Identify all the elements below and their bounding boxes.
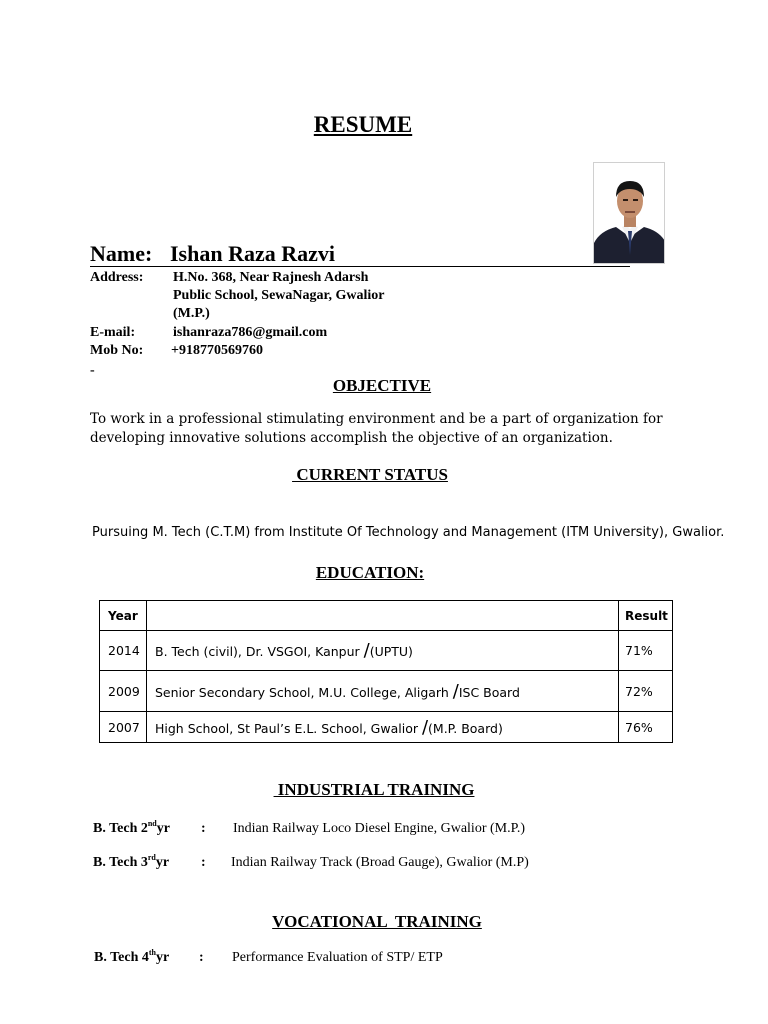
ordinal-suffix: th: [148, 948, 156, 957]
training-year: [93, 855, 169, 871]
qualification-text: B. Tech (civil), Dr. VSGOI, Kanpur: [155, 644, 364, 659]
table-row: [100, 671, 673, 712]
qualification-text: High School, St Paul’s E.L. School, Gwalior: [155, 720, 422, 736]
objective-line: developing innovative solutions accomplish the objective of an organization.: [90, 430, 613, 446]
mobile-value: +918770569760: [171, 343, 263, 358]
year-cell: 2007: [100, 712, 147, 743]
result-header: Result: [619, 601, 673, 631]
board-text: (M.P. Board): [428, 720, 503, 736]
address-line: H.No. 368, Near Rajnesh Adarsh: [173, 270, 369, 285]
address-block: [90, 269, 510, 323]
training-value: Indian Railway Loco Diesel Engine, Gwalior (M.P.): [233, 821, 525, 836]
table-header-row: [100, 601, 673, 631]
table-row: [100, 712, 673, 743]
year-cell: 2014: [100, 631, 147, 671]
address-label: Address:: [90, 270, 144, 285]
objective-text: [90, 410, 690, 448]
address-line: (M.P.): [173, 306, 210, 321]
training-colon: :: [201, 855, 206, 870]
qualification-text: Senior Secondary School, M.U. College, Aligarh: [155, 684, 453, 700]
industrial-training-heading: INDUSTRIAL TRAINING: [273, 780, 475, 799]
training-year-suffix: yr: [155, 855, 170, 870]
qualification-cell: [147, 712, 619, 743]
separator-slash: /: [452, 680, 459, 702]
year-cell: 2009: [100, 671, 147, 712]
email-row: [90, 324, 510, 342]
training-value: Indian Railway Track (Broad Gauge), Gwalior (M.P): [231, 855, 529, 870]
current-status-heading: CURRENT STATUS: [292, 465, 448, 484]
training-item: [93, 821, 693, 839]
objective-line: To work in a professional stimulating environment and be a part of organization for: [90, 411, 663, 427]
email-value: ishanraza786@gmail.com: [173, 325, 328, 340]
training-year: [94, 950, 169, 966]
result-cell: 71%: [619, 631, 673, 671]
training-item: [93, 855, 693, 873]
training-year-text: B. Tech 3: [93, 855, 148, 870]
name-row: [90, 242, 630, 267]
address-line: Public School, SewaNagar, Gwalior: [173, 288, 385, 303]
board-text: (UPTU): [369, 644, 413, 659]
training-colon: :: [199, 950, 204, 965]
training-year-suffix: yr: [155, 950, 170, 965]
separator-slash: /: [363, 640, 370, 661]
stray-dash: -: [90, 363, 95, 378]
qualification-cell: [147, 671, 619, 712]
current-status-text: Pursuing M. Tech (C.T.M) from Institute Of Technology and Management (ITM University), Gwalior.: [92, 525, 725, 540]
training-year-text: B. Tech 2: [93, 821, 148, 836]
mobile-label: Mob No:: [90, 343, 144, 358]
mobile-row: [90, 342, 510, 360]
training-year-text: B. Tech 4: [94, 950, 149, 965]
training-year-suffix: yr: [156, 821, 170, 836]
board-text: ISC Board: [458, 684, 520, 700]
training-year: [93, 821, 170, 837]
name-label: Name:: [90, 241, 153, 266]
year-header: Year: [100, 601, 147, 631]
candidate-name: Ishan Raza Razvi: [170, 241, 336, 266]
vocational-training-heading: VOCATIONAL TRAINING: [272, 912, 482, 931]
qualification-header: [147, 601, 619, 631]
qualification-cell: [147, 631, 619, 671]
objective-heading: OBJECTIVE: [332, 376, 432, 395]
table-row: [100, 631, 673, 671]
ordinal-suffix: nd: [147, 819, 157, 828]
separator-slash: /: [421, 716, 429, 738]
training-colon: :: [201, 821, 206, 836]
education-table: [99, 600, 673, 743]
training-item: [94, 950, 694, 968]
education-heading: EDUCATION:: [315, 563, 425, 582]
training-value: Performance Evaluation of STP/ ETP: [232, 950, 443, 965]
email-label: E-mail:: [90, 325, 136, 340]
result-cell: 72%: [619, 671, 673, 712]
ordinal-suffix: rd: [147, 853, 156, 862]
result-cell: 76%: [619, 712, 673, 743]
resume-title: RESUME: [313, 112, 413, 137]
